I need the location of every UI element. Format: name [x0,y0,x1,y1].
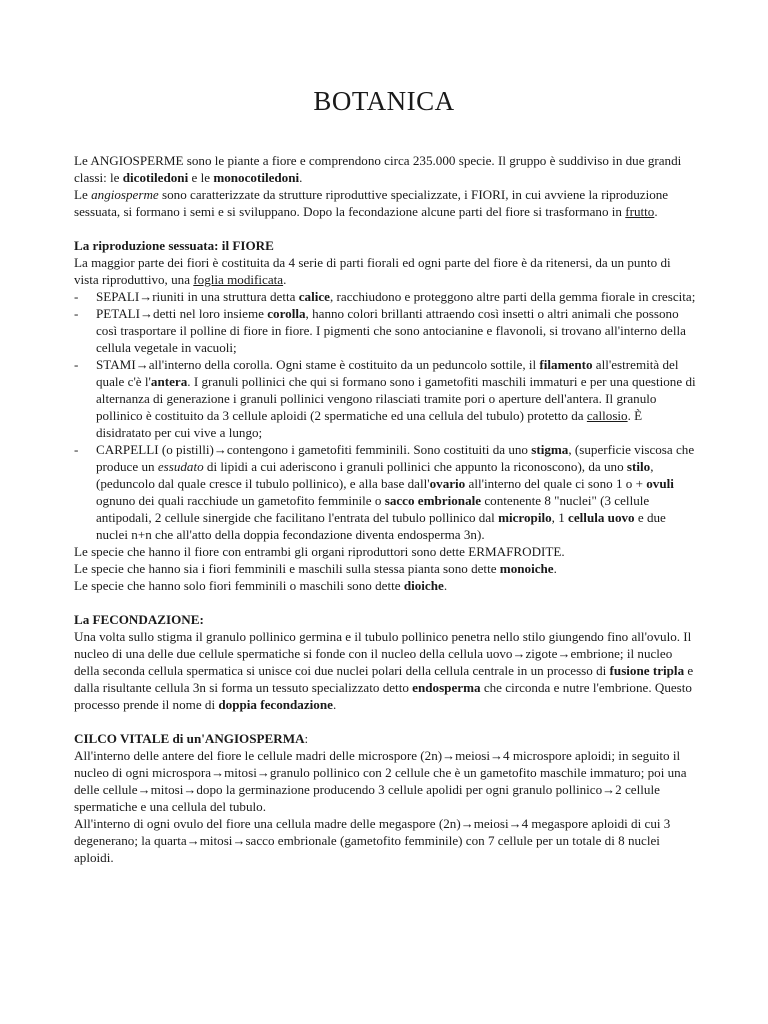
list-item-stami: - STAMI→all'interno della corolla. Ogni stame è costituito da un peduncolo sottile, il filamento all'estremità del quale c'è l'antera. I granuli pollinici che qui si formano sono i gametofiti maschili immaturi e per una questione di alternanza di generazione i granuli pollinici vengono rilasciati tramite pori o aperture dell'antera. Il granulo pollinico è costituito da 3 cellule aploidi (2 spermatiche ed una cellula del tubulo) protetto da callosio. È disidratato per cui vive a lungo; [74,357,696,440]
arrow-icon: → [135,357,149,372]
monoiche-line: Le specie che hanno sia i fiori femminili e maschili sulla stessa pianta sono dette monoiche. [74,561,557,576]
intro-paragraph-2: Le angiosperme sono caratterizzate da strutture riproduttive specializzate, i FIORI, in cui avviene la riproduzione sessuata, si formano i semi e si sviluppano. Dopo la fecondazione alcune parti del fiore si trasformano in frutto. [74,187,669,219]
arrow-icon: → [183,782,197,797]
list-item-petali: - PETALI→detti nel loro insieme corolla, hanno colori brillanti attraendo così insetti o altri animali che possono così trasportare il polline di fiore in fiore. I pigmenti che sono antocianine e flavonoli, si trovano all'interno della cellula vegetale in vacuoli; [74,306,686,355]
arrow-icon: → [490,748,504,763]
document-body [74,152,698,866]
arrow-icon: → [137,782,151,797]
arrow-icon: → [512,646,526,661]
section-heading-ciclo: CILCO VITALE di un'ANGIOSPERMA: [74,731,309,746]
arrow-icon: → [442,748,456,763]
arrow-icon: → [186,833,200,848]
arrow-icon: → [139,289,153,304]
ciclo-paragraph-2: All'interno di ogni ovulo del fiore una cellula madre delle megaspore (2n)→meiosi→4 megaspore aploidi di cui 3 degenerano; la quarta→mitosi→sacco embrionale (gametofito femminile) con 7 cellule per un totale di 8 nuclei aploidi. [74,816,671,865]
list-item-carpelli: - CARPELLI (o pistilli)→contengono i gametofiti femminili. Sono costituiti da uno stigma, (superficie viscosa che produce un essudato di lipidi a cui aderiscono i granuli pollinici che appunto la riconoscono), da uno stilo, (peduncolo dal quale cresce il tubulo pollinico), e alla base dall'ovario all'interno del quale ci sono 1 o + ovuli ognuno dei quali racchiude un gametofito femminile o sacco embrionale contenente 8 "nuclei" (3 cellule antipodali, 2 cellule sinergide che facilitano l'entrata del tubulo pollinico dal micropilo, 1 cellula uovo e due nuclei n+n che all'atto della doppia fecondazione diventa endosperma 3n). [74,442,695,542]
list-item-sepali: - SEPALI→riuniti in una struttura detta calice, racchiudono e proteggono altre parti della gemma fiorale in crescita; [74,289,696,304]
arrow-icon: → [557,646,571,661]
arrow-icon: → [213,442,227,457]
ciclo-paragraph-1: All'interno delle antere del fiore le cellule madri delle microspore (2n)→meiosi→4 microspore aploidi; in seguito il nucleo di ogni microspora→mitosi→granulo pollinico con 2 cellule che è un gametofito maschile immaturo; poi una delle cellule→mitosi→dopo la germinazione producendo 3 cellule apolidi per ogni granulo pollinico→2 cellule spermatiche e una cellula del tubulo. [74,748,687,814]
fecondazione-paragraph: Una volta sullo stigma il granulo pollinico germina e il tubulo pollinico penetra nello stilo giungendo fino all'ovulo. Il nucleo di una delle due cellule spermatiche si fonde con il nucleo della cellula uovo→zigote→embrione; il nucleo della seconda cellula spermatica si unisce coi due nuclei polari della cellula centrale in un processo di fusione tripla e dalla risultante cellula 3n si forma un tessuto specializzato detto endosperma che circonda e nutre l'embrione. Questo processo prende il nome di doppia fecondazione. [74,629,694,712]
section-heading-fiore: La riproduzione sessuata: il FIORE [74,238,274,253]
section-heading-fecondazione: La FECONDAZIONE: [74,612,204,627]
arrow-icon: → [256,765,270,780]
arrow-icon: → [232,833,246,848]
intro-paragraph-1: Le ANGIOSPERME sono le piante a fiore e comprendono circa 235.000 specie. Il gruppo è suddiviso in due grandi classi: le dicotiledoni e le monocotiledoni. [74,153,682,185]
arrow-icon: → [140,306,154,321]
document-title: BOTANICA [313,86,455,116]
dioiche-line: Le specie che hanno solo fiori femminili o maschili sono dette dioiche. [74,578,448,593]
arrow-icon: → [602,782,616,797]
arrow-icon: → [508,816,522,831]
arrow-icon: → [211,765,225,780]
ermafrodite-line: Le specie che hanno il fiore con entrambi gli organi riproduttori sono dette ERMAFRODITE. [74,544,565,559]
fiore-intro: La maggior parte dei fiori è costituita da 4 serie di parti fiorali ed ogni parte del fiore è da ritenersi, da un punto di vista riproduttivo, una foglia modificata. [74,255,671,287]
arrow-icon: → [460,816,474,831]
